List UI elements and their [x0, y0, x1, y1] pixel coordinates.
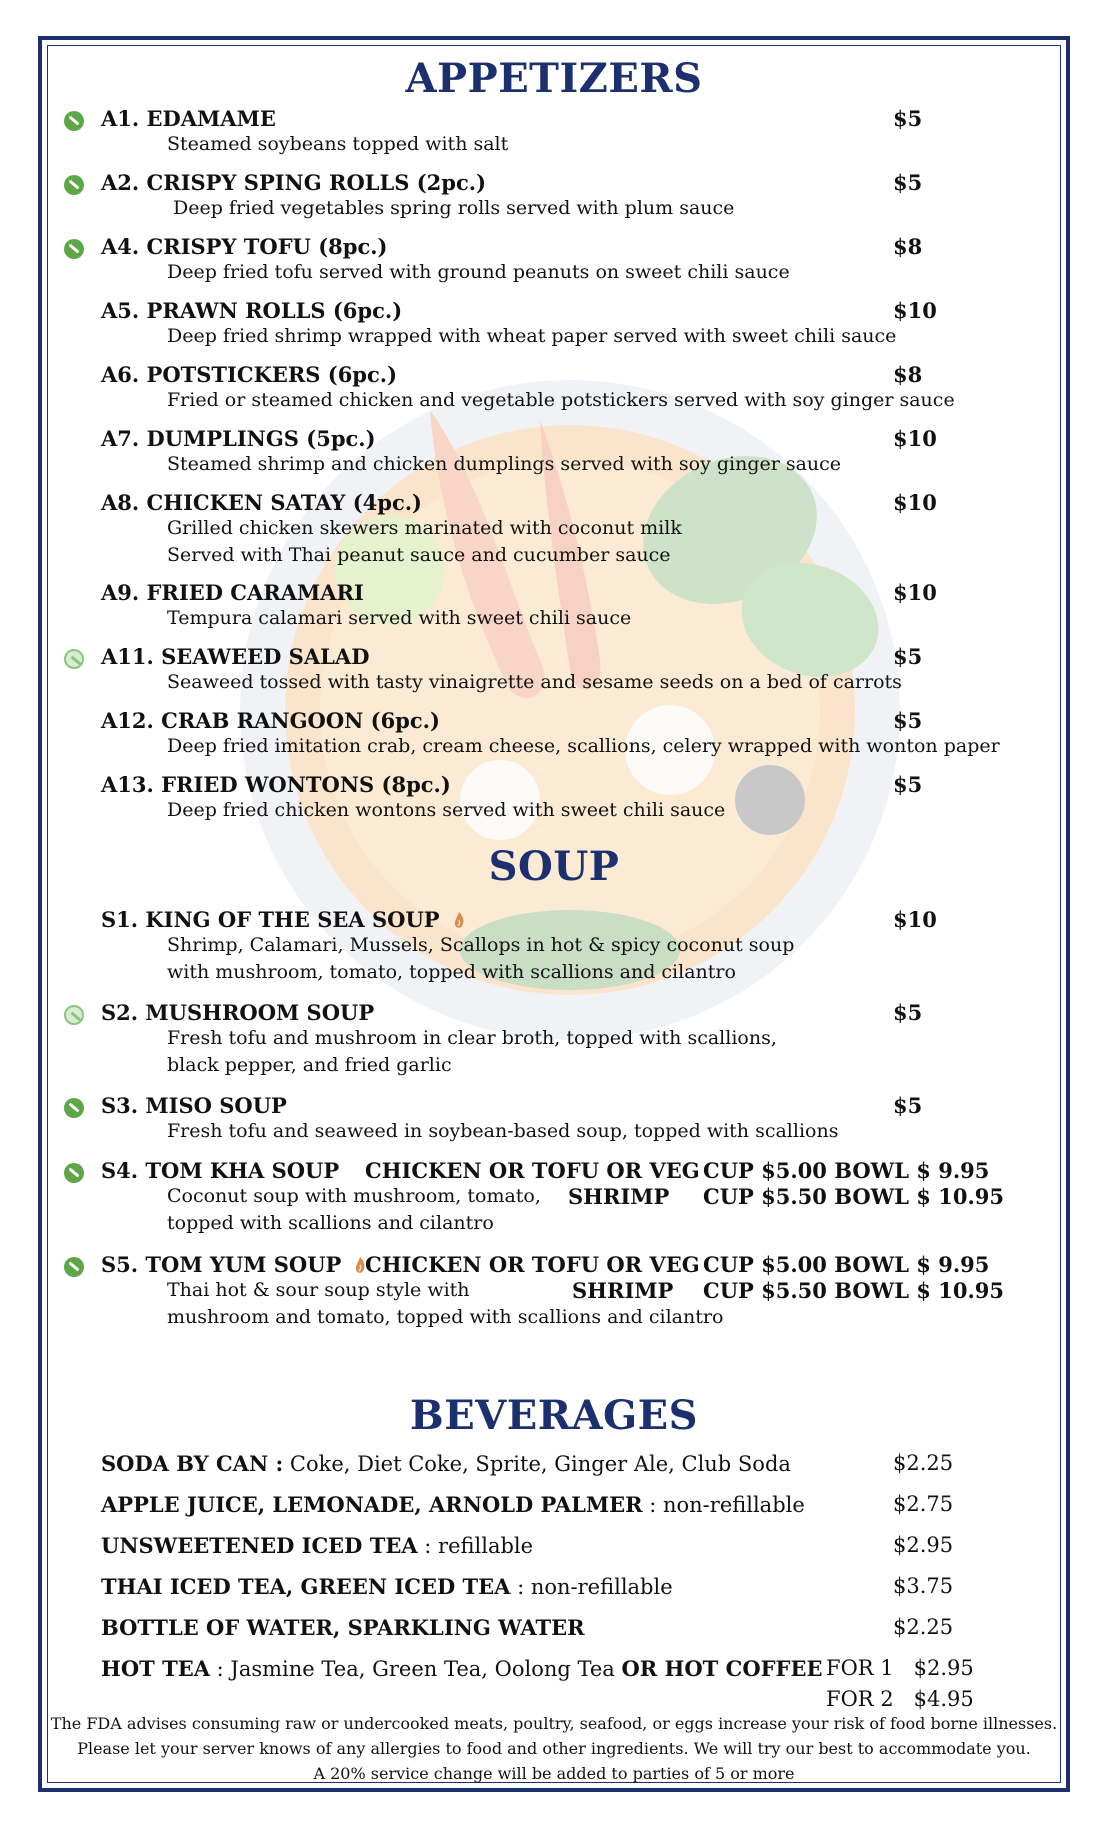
item-price: $10	[893, 580, 937, 605]
leaf-icon	[64, 649, 84, 669]
item-description: black pepper, and fried garlic	[167, 1054, 452, 1076]
item-price: $5	[893, 708, 923, 733]
beverage-price: FOR 2 $4.95	[826, 1687, 974, 1711]
beverage-row	[0, 1574, 1108, 1604]
menu-item	[0, 708, 1108, 768]
item-description: with mushroom, tomato, topped with scallions and cilantro	[167, 961, 736, 983]
item-name: A11. SEAWEED SALAD	[101, 644, 370, 669]
item-name: S4. TOM KHA SOUP	[101, 1158, 340, 1183]
beverage-detail: Coke, Diet Coke, Sprite, Ginger Ale, Club Soda	[283, 1452, 791, 1476]
item-name: S3. MISO SOUP	[101, 1093, 287, 1118]
beverage-name: BOTTLE OF WATER, SPARKLING WATER	[101, 1615, 585, 1640]
item-description: Deep fried chicken wontons served with sweet chili sauce	[167, 799, 726, 821]
beverage-text	[101, 1492, 805, 1517]
item-price: $10	[893, 907, 937, 932]
beverage-row	[0, 1615, 1108, 1645]
menu-item	[0, 644, 1108, 704]
menu-item	[0, 1093, 1108, 1153]
leaf-icon	[64, 175, 84, 195]
leaf-icon	[64, 1098, 84, 1118]
item-description: Fresh tofu and seaweed in soybean-based soup, topped with scallions	[167, 1120, 839, 1142]
item-option: CHICKEN OR TOFU OR VEG	[365, 1252, 700, 1277]
item-description: Grilled chicken skewers marinated with coconut milk	[167, 517, 682, 539]
item-description: Deep fried tofu served with ground peanuts on sweet chili sauce	[167, 261, 790, 283]
beverage-price: FOR 1 $2.95	[826, 1656, 974, 1680]
item-description: Shrimp, Calamari, Mussels, Scallops in hot & spicy coconut soup	[167, 934, 795, 956]
item-name-wrapper	[101, 907, 466, 932]
leaf-icon	[64, 239, 84, 259]
item-price: $8	[893, 234, 923, 259]
leaf-icon	[64, 1257, 84, 1277]
beverage-row	[0, 1492, 1108, 1522]
menu-item	[0, 426, 1108, 486]
item-name: A9. FRIED CARAMARI	[101, 580, 364, 605]
item-description: Thai hot & sour soup style with	[167, 1279, 470, 1301]
item-description: Fried or steamed chicken and vegetable potstickers served with soy ginger sauce	[167, 389, 955, 411]
item-name: S1. KING OF THE SEA SOUP	[101, 907, 440, 932]
menu-item	[0, 772, 1108, 832]
item-description: Steamed soybeans topped with salt	[167, 133, 509, 155]
menu-item	[0, 106, 1108, 166]
item-price: $5	[893, 106, 923, 131]
item-description: Deep fried vegetables spring rolls served with plum sauce	[173, 197, 735, 219]
item-description: Served with Thai peanut sauce and cucumber sauce	[167, 544, 671, 566]
item-price: $5	[893, 644, 923, 669]
beverage-detail: : Jasmine Tea, Green Tea, Oolong Tea	[210, 1657, 622, 1681]
item-description: Tempura calamari served with sweet chili sauce	[167, 607, 632, 629]
item-name-wrapper	[101, 1252, 367, 1277]
beverage-text	[101, 1533, 533, 1558]
item-option-price: CUP $5.50 BOWL $ 10.95	[703, 1184, 1004, 1209]
section-title-beverages: BEVERAGES	[409, 1392, 699, 1439]
beverage-price: $2.95	[893, 1533, 954, 1557]
beverage-text	[101, 1574, 673, 1599]
item-price: $5	[893, 1000, 923, 1025]
beverage-name: HOT TEA	[101, 1656, 210, 1681]
beverage-row	[0, 1451, 1108, 1481]
beverage-price: $2.25	[893, 1451, 954, 1475]
item-name: A6. POTSTICKERS (6pc.)	[101, 362, 398, 387]
item-description: Fresh tofu and mushroom in clear broth, topped with scallions,	[167, 1027, 777, 1049]
item-price: $5	[893, 1093, 923, 1118]
item-price: $10	[893, 298, 937, 323]
beverage-name: SODA BY CAN :	[101, 1451, 284, 1476]
item-option-price: CUP $5.50 BOWL $ 10.95	[703, 1278, 1004, 1303]
menu-item	[0, 580, 1108, 640]
item-description: Seaweed tossed with tasty vinaigrette and sesame seeds on a bed of carrots	[167, 671, 902, 693]
item-name: A8. CHICKEN SATAY (4pc.)	[101, 490, 422, 515]
footer-line: A 20% service change will be added to parties of 5 or more	[313, 1764, 795, 1783]
item-description: topped with scallions and cilantro	[167, 1212, 494, 1234]
menu-item	[0, 1158, 1108, 1248]
item-option-price: CUP $5.00 BOWL $ 9.95	[703, 1252, 990, 1277]
chili-icon	[452, 911, 466, 929]
item-option: SHRIMP	[572, 1278, 674, 1303]
beverage-name: APPLE JUICE, LEMONADE, ARNOLD PALMER	[101, 1492, 643, 1517]
beverage-text	[101, 1615, 585, 1640]
item-name: A12. CRAB RANGOON (6pc.)	[101, 708, 440, 733]
beverage-name: THAI ICED TEA, GREEN ICED TEA	[101, 1574, 511, 1599]
beverage-row	[0, 1656, 1108, 1716]
item-description: Deep fried imitation crab, cream cheese, scallions, celery wrapped with wonton paper	[167, 735, 1000, 757]
beverage-detail: : refillable	[417, 1534, 534, 1558]
beverage-price: $2.25	[893, 1615, 954, 1639]
beverage-name: OR HOT COFFEE	[621, 1656, 823, 1681]
item-price: $10	[893, 490, 937, 515]
item-description: Deep fried shrimp wrapped with wheat paper served with sweet chili sauce	[167, 325, 897, 347]
item-price: $8	[893, 362, 923, 387]
beverage-price: $3.75	[893, 1574, 954, 1598]
footer-notice	[0, 1711, 1108, 1786]
beverage-detail: : non-refillable	[510, 1575, 673, 1599]
leaf-icon	[64, 1005, 84, 1025]
item-description: Coconut soup with mushroom, tomato,	[167, 1185, 541, 1207]
item-option: CHICKEN OR TOFU OR VEG	[365, 1158, 700, 1183]
menu-item	[0, 234, 1108, 294]
section-title-soup: SOUP	[488, 843, 620, 890]
item-price: $10	[893, 426, 937, 451]
item-price: $5	[893, 772, 923, 797]
item-price: $5	[893, 170, 923, 195]
menu-item	[0, 490, 1108, 580]
item-option-price: CUP $5.00 BOWL $ 9.95	[703, 1158, 990, 1183]
menu-item	[0, 170, 1108, 230]
menu-item	[0, 907, 1108, 997]
item-name: A1. EDAMAME	[101, 106, 276, 131]
item-name: A5. PRAWN ROLLS (6pc.)	[101, 298, 403, 323]
item-description: Steamed shrimp and chicken dumplings served with soy ginger sauce	[167, 453, 842, 475]
footer-line: The FDA advises consuming raw or undercooked meats, poultry, seafood, or eggs increase your risk of food borne illnesses.	[50, 1714, 1058, 1733]
beverage-text	[101, 1656, 822, 1681]
item-name: A4. CRISPY TOFU (8pc.)	[101, 234, 388, 259]
leaf-icon	[64, 1163, 84, 1183]
item-name: A7. DUMPLINGS (5pc.)	[101, 426, 376, 451]
beverage-detail: : non-refillable	[642, 1493, 805, 1517]
beverage-price: $2.75	[893, 1492, 954, 1516]
menu-item	[0, 1252, 1108, 1342]
item-name: S2. MUSHROOM SOUP	[101, 1000, 375, 1025]
footer-line: Please let your server knows of any allergies to food and other ingredients. We will try our best to accommodate you.	[77, 1739, 1031, 1758]
leaf-icon	[64, 111, 84, 131]
beverage-text	[101, 1451, 791, 1476]
section-title-appetizers: APPETIZERS	[405, 55, 703, 102]
item-name: S5. TOM YUM SOUP	[101, 1252, 342, 1277]
item-option: SHRIMP	[568, 1184, 670, 1209]
menu-item	[0, 362, 1108, 422]
item-name: A2. CRISPY SPING ROLLS (2pc.)	[101, 170, 487, 195]
item-description: mushroom and tomato, topped with scallions and cilantro	[167, 1306, 724, 1328]
menu-item	[0, 1000, 1108, 1090]
beverage-row	[0, 1533, 1108, 1563]
menu-item	[0, 298, 1108, 358]
beverage-name: UNSWEETENED ICED TEA	[101, 1533, 418, 1558]
item-name: A13. FRIED WONTONS (8pc.)	[101, 772, 451, 797]
